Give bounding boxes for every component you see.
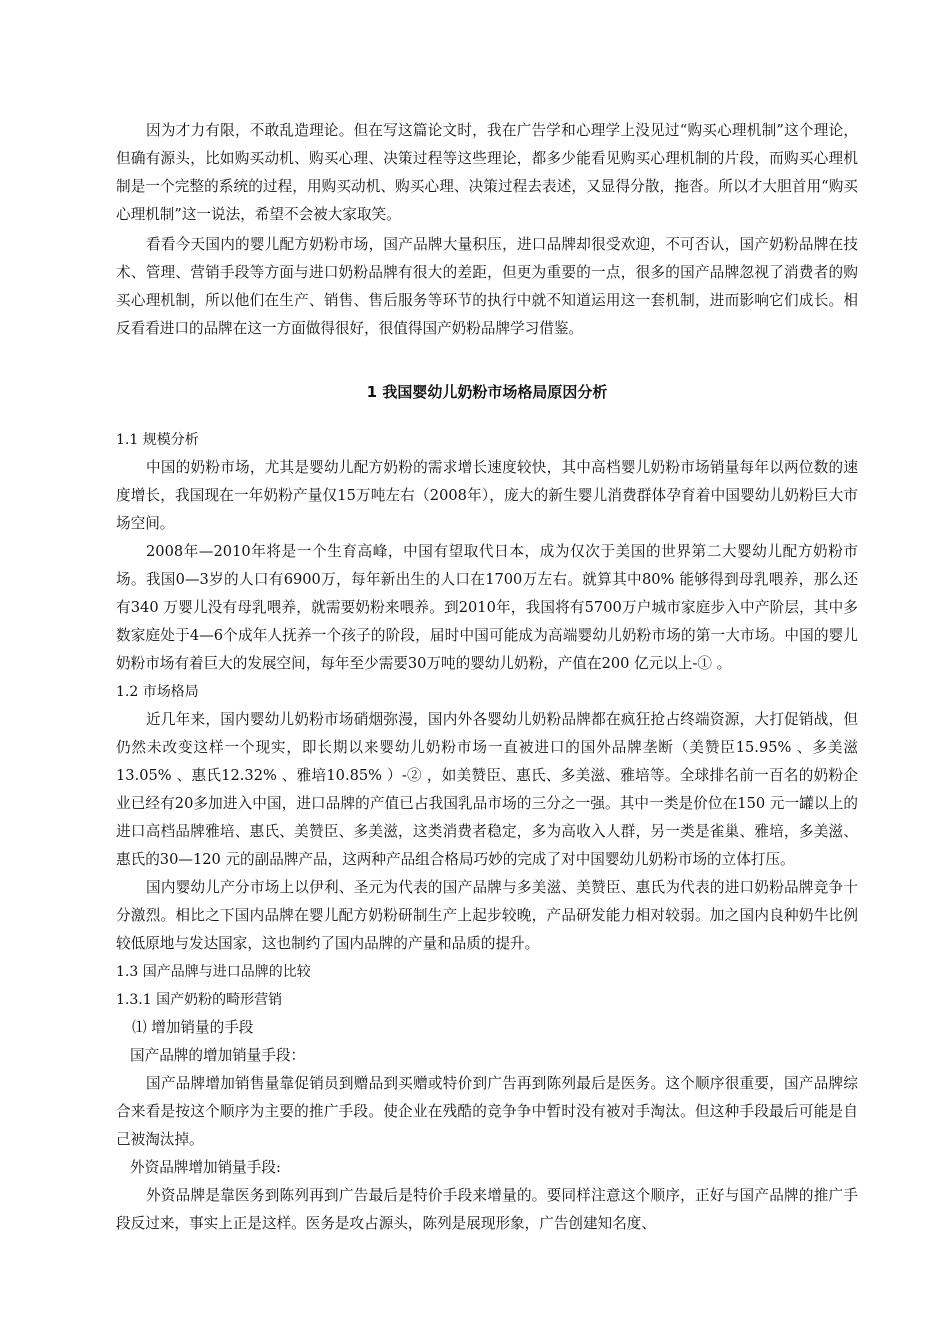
list-item-1: ⑴ 增加销量的手段 [132,1019,254,1036]
section-1-2-paragraph-1: 近几年来，国内婴幼儿奶粉市场硝烟弥漫，国内外各婴幼儿奶粉品牌都在疯狂抢占终端资源，大打促销战，但仍然未改变这样一个现实，即长期以来婴幼儿奶粉市场一直被进口的国外品牌垄断（美赞臣15.95% 、多美滋13.05% 、惠氏12.32% 、雅培10.85% ）-② ，如美赞臣、惠氏、多美滋、雅培等。全球排名前一百名的奶粉企业已经有20多加进入中国，进口品牌的产值已占我国乳品市场的三分之一强。其中一类是价位在150 元一罐以上的进口高档品牌雅培、惠氏、美赞臣、多美滋，这类消费者稳定，多为高收入人群，另一类是雀巢、雅培，多美滋、惠氏的30—120 元的副品牌产品，这两种产品组合格局巧妙的完成了对中国婴幼儿奶粉市场的立体打压。 [116,711,858,868]
section-1-2-paragraph-2: 国内婴幼儿产分市场上以伊利、圣元为代表的国产品牌与多美滋、美赞臣、惠氏为代表的进口奶粉品牌竞争十分激烈。相比之下国内品牌在婴儿配方奶粉研制生产上起步较晚，产品研发能力相对较弱。加之国内良种奶牛比例较低原地与发达国家，这也制约了国内品牌的产量和品质的提升。 [116,879,858,952]
intro-paragraph-2: 看看今天国内的婴儿配方奶粉市场，国产品牌大量积压，进口品牌却很受欢迎，不可否认，国产奶粉品牌在技术、管理、营销手段等方面与进口奶粉品牌有很大的差距，但更为重要的一点，很多的国产品牌忽视了消费者的购买心理机制，所以他们在生产、销售、售后服务等环节的执行中就不知道运用这一套机制，进而影响它们成长。相反看看进口的品牌在这一方面做得很好，很值得国产奶粉品牌学习借鉴。 [116,236,858,337]
section-1-body [116,426,858,1238]
intro-paragraph-1: 因为才力有限，不敢乱造理论。但在写这篇论文时，我在广告学和心理学上没见过“购买心理机制”这个理论，但确有源头，比如购买动机、购买心理、决策过程等这些理论，都多少能看见购买心理机制的片段，而购买心理机制是一个完整的系统的过程，用购买动机、购买心理、决策过程去表述，又显得分散，拖沓。所以才大胆首用“购买心理机制”这一说法，希望不会被大家取笑。 [116,122,858,223]
domestic-brand-label: 国产品牌的增加销量手段： [130,1047,306,1064]
section-1-2-heading: 1.2 市场格局 [116,684,199,700]
section-1-1-paragraph-2: 2008年—2010年将是一个生育高峰，中国有望取代日本，成为仅次于美国的世界第二大婴幼儿配方奶粉市场。我国0—3岁的人口有6900万，每年新出生的人口在1700万左右。就算其中80% 能够得到母乳喂养，那么还有340 万婴儿没有母乳喂养，就需要奶粉来喂养。到2010年，我国将有5700万户城市家庭步入中产阶层，其中多数家庭处于4—6个成年人抚养一个孩子的阶段，届时中国可能成为高端婴幼儿奶粉市场的第一大市场。中国的婴儿奶粉市场有着巨大的发展空间，每年至少需要30万吨的婴幼儿奶粉，产值在200 亿元以上-① 。 [116,543,858,672]
intro-section [116,117,858,343]
foreign-brand-label: 外资品牌增加销量手段: [130,1159,281,1176]
domestic-brand-paragraph: 国产品牌增加销售量靠促销员到赠品到买赠或特价到广告再到陈列最后是医务。这个顺序很重要，国产品牌综合来看是按这个顺序为主要的推广手段。使企业在残酷的竞争争中暂时没有被对手淘汰。但这种手段最后可能是自己被淘汰掉。 [116,1075,858,1148]
section-1-1-heading: 1.1 规模分析 [116,432,199,448]
section-1-heading: 1 我国婴幼儿奶粉市场格局原因分析 [366,383,608,401]
section-1-3-1-heading: 1.3.1 国产奶粉的畸形营销 [116,992,283,1008]
section-1-1-paragraph-1: 中国的奶粉市场，尤其是婴幼儿配方奶粉的需求增长速度较快，其中高档婴儿奶粉市场销量每年以两位数的速度增长，我国现在一年奶粉产量仅15万吨左右（2008年），庞大的新生婴儿消费群体孕育着中国婴幼儿奶粉巨大市场空间。 [116,459,858,532]
foreign-brand-paragraph: 外资品牌是靠医务到陈列再到广告最后是特价手段来增量的。要同样注意这个顺序，正好与国产品牌的推广手段反过来，事实上正是这样。医务是攻占源头，陈列是展现形象，广告创建知名度、 [116,1187,858,1232]
section-1-3-heading: 1.3 国产品牌与进口品牌的比较 [116,964,311,980]
